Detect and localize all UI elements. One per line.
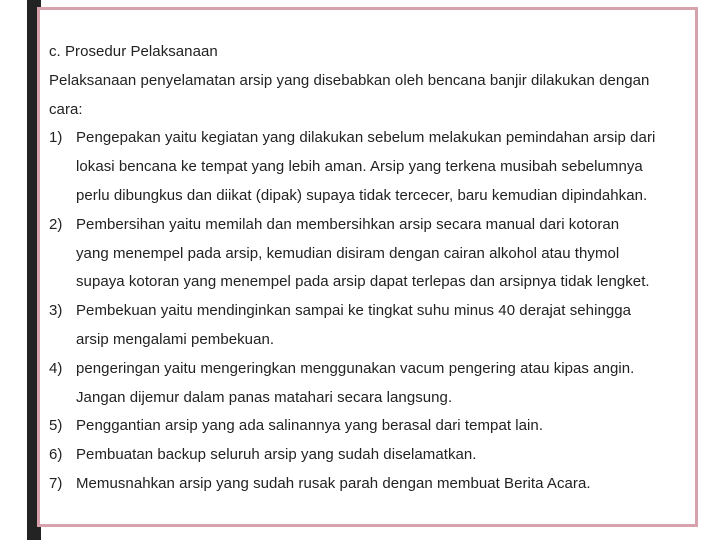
item-line: pengeringan yaitu mengeringkan menggunakan vacum pengering atau kipas angin. bbox=[76, 359, 635, 377]
item-line: Memusnahkan arsip yang sudah rusak parah dengan membuat Berita Acara. bbox=[76, 474, 591, 492]
item-line: yang menempel pada arsip, kemudian disiram dengan cairan alkohol atau thymol bbox=[76, 244, 620, 262]
item-line: Pembersihan yaitu memilah dan membersihkan arsip secara manual dari kotoran bbox=[76, 215, 620, 233]
list-item-4 bbox=[49, 355, 689, 413]
list-item-5 bbox=[49, 412, 689, 441]
list-item-6 bbox=[49, 441, 689, 470]
intro-line: cara: bbox=[49, 100, 83, 118]
list-item-7 bbox=[49, 470, 689, 499]
item-line: Pembekuan yaitu mendinginkan sampai ke tingkat suhu minus 40 derajat sehingga bbox=[76, 302, 632, 320]
item-line: Penggantian arsip yang ada salinannya yang berasal dari tempat lain. bbox=[76, 417, 544, 435]
item-line: Pembuatan backup seluruh arsip yang sudah diselamatkan. bbox=[76, 446, 477, 464]
list-item-2 bbox=[49, 211, 689, 297]
item-line: arsip mengalami pembekuan. bbox=[76, 330, 275, 348]
item-number: 6) bbox=[49, 446, 63, 464]
item-line: lokasi bencana ke tempat yang lebih aman. Arsip yang terkena musibah sebelumnya bbox=[76, 158, 643, 176]
item-number: 2) bbox=[49, 215, 63, 233]
list-item-3 bbox=[49, 297, 689, 355]
item-line: supaya kotoran yang menempel pada arsip dapat terlepas dan arsipnya tidak lengket. bbox=[76, 273, 650, 291]
item-number: 5) bbox=[49, 417, 63, 435]
item-number: 7) bbox=[49, 474, 63, 492]
item-line: Jangan dijemur dalam panas matahari secara langsung. bbox=[76, 388, 453, 406]
item-number: 1) bbox=[49, 129, 63, 147]
item-line: Pengepakan yaitu kegiatan yang dilakukan sebelum melakukan pemindahan arsip dari bbox=[76, 129, 656, 147]
item-number: 4) bbox=[49, 359, 63, 377]
item-number: 3) bbox=[49, 302, 63, 320]
intro-line: Pelaksanaan penyelamatan arsip yang disebabkan oleh bencana banjir dilakukan dengan bbox=[49, 71, 650, 89]
slide-content bbox=[49, 38, 689, 499]
section-heading: c. Prosedur Pelaksanaan bbox=[49, 43, 218, 60]
list-item-1 bbox=[49, 124, 689, 210]
item-line: perlu dibungkus dan diikat (dipak) supaya tidak tercecer, baru kemudian dipindahkan. bbox=[76, 186, 648, 204]
